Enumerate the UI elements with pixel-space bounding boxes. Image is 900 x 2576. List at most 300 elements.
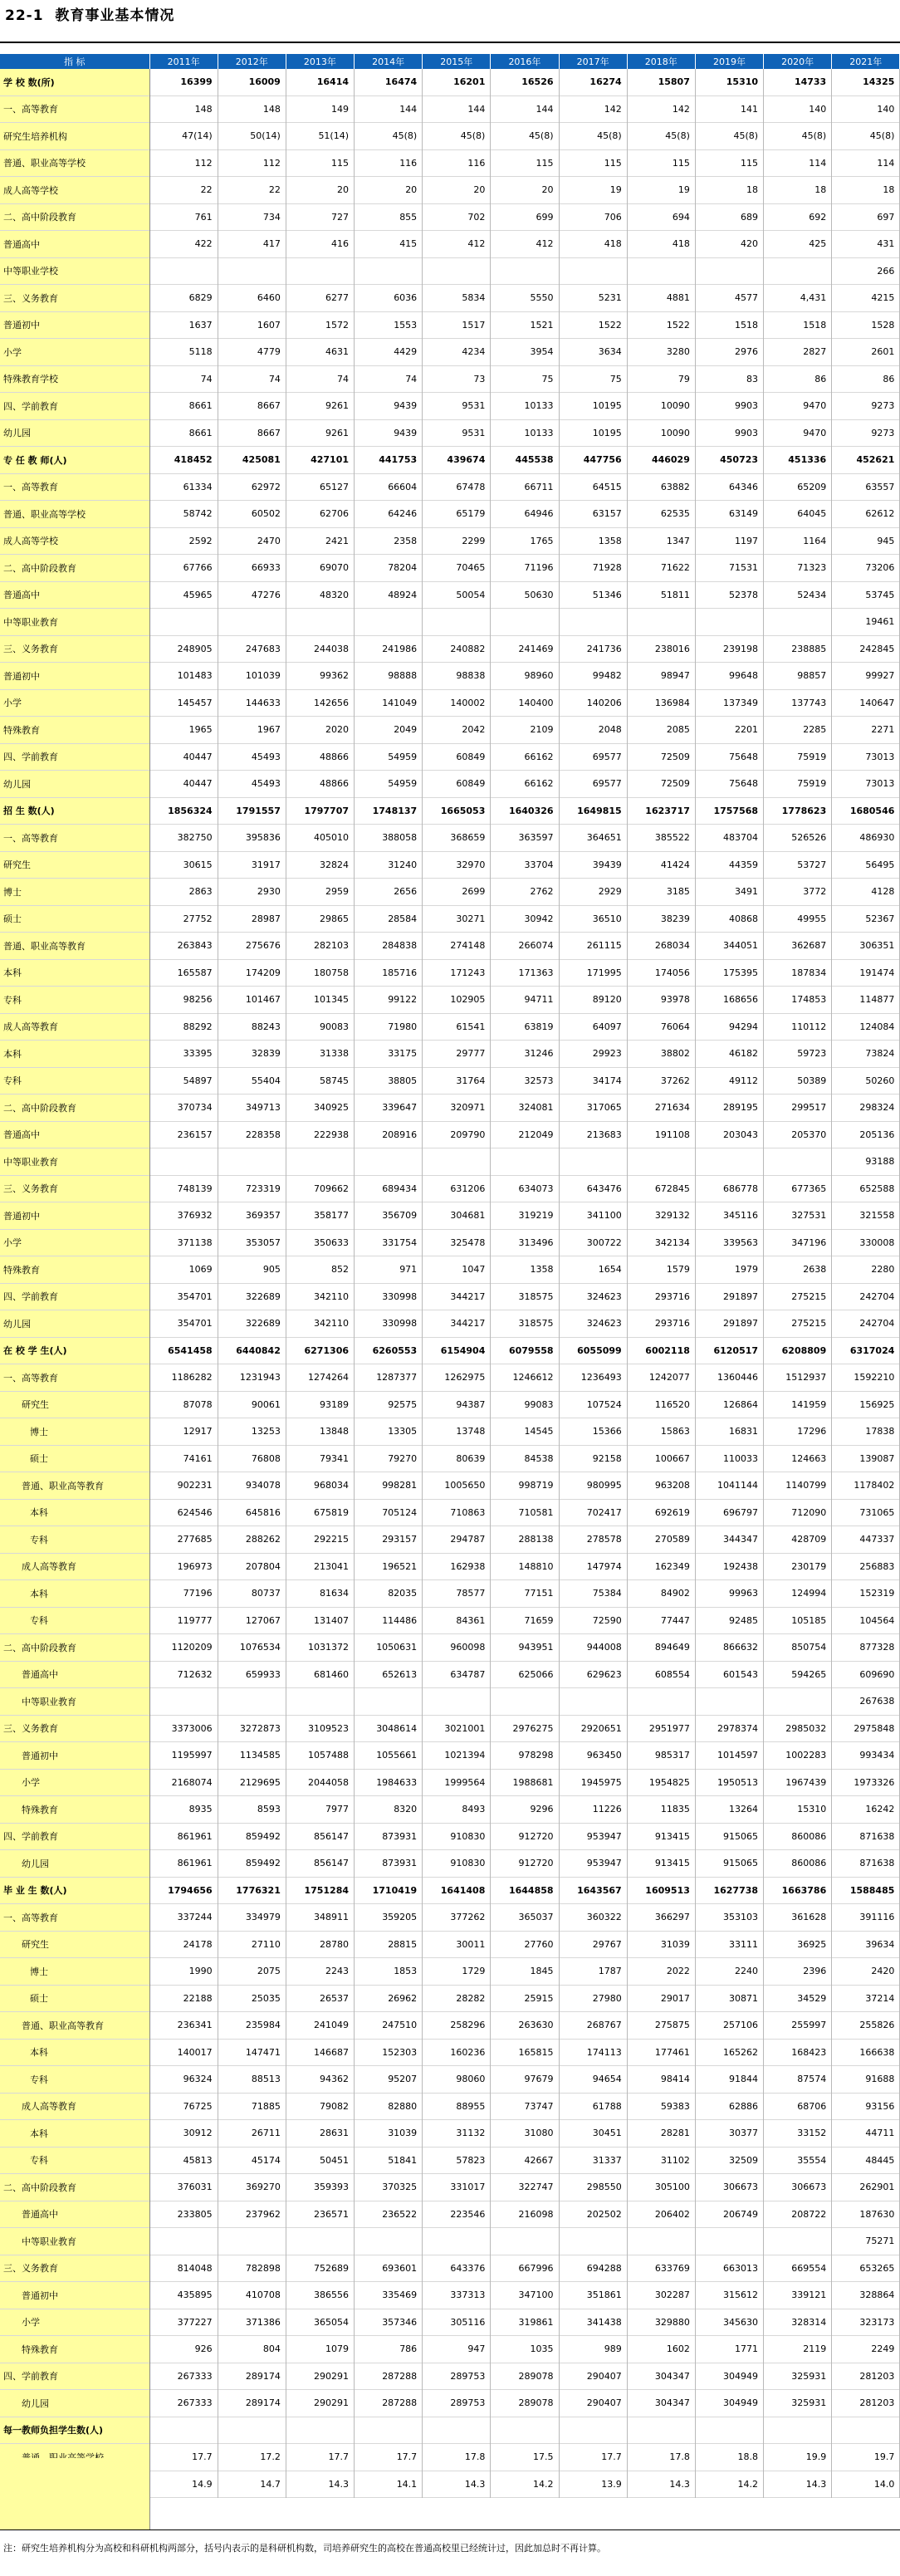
- table-row: [0, 905, 900, 933]
- table-cell: 1791557: [218, 797, 286, 825]
- table-cell: 856147: [286, 1823, 354, 1850]
- table-cell: 1050631: [355, 1634, 423, 1662]
- table-cell: 88513: [218, 2066, 286, 2094]
- table-cell: 6260553: [355, 1337, 423, 1364]
- table-cell: 58745: [286, 1067, 354, 1095]
- table-cell: 985317: [627, 1742, 695, 1770]
- table-cell: [764, 1148, 832, 1176]
- table-cell: 174113: [559, 2039, 627, 2066]
- table-cell: 601543: [695, 1661, 763, 1688]
- table-cell: 73747: [491, 2093, 559, 2120]
- table-cell: 223546: [423, 2201, 491, 2228]
- table-cell: 141049: [355, 689, 423, 717]
- table-row: [0, 365, 900, 393]
- table-cell: 439674: [423, 447, 491, 474]
- table-cell: 2420: [832, 1958, 900, 1986]
- table-cell: 105185: [764, 1607, 832, 1634]
- table-cell: 64097: [559, 1013, 627, 1041]
- table-cell: 1967439: [764, 1769, 832, 1796]
- table-cell: 345630: [695, 2309, 763, 2336]
- table-cell: 353057: [218, 1229, 286, 1256]
- table-cell: 306351: [832, 933, 900, 960]
- table-cell: 344217: [423, 1283, 491, 1310]
- table-cell: 148: [149, 95, 218, 123]
- table-row: [0, 1823, 900, 1850]
- table-cell: 877328: [832, 1634, 900, 1662]
- table-cell: 38239: [627, 905, 695, 933]
- table-cell: 441753: [355, 447, 423, 474]
- table-cell: 1627738: [695, 1877, 763, 1904]
- table-cell: [695, 257, 763, 285]
- table-cell: 10133: [491, 419, 559, 447]
- table-cell: 90083: [286, 1013, 354, 1041]
- table-cell: 1186282: [149, 1364, 218, 1392]
- table-cell: 45965: [149, 581, 218, 609]
- table-cell: 971: [355, 1256, 423, 1284]
- table-cell: 33175: [355, 1041, 423, 1068]
- row-label: 研究生培养机构: [0, 123, 149, 150]
- table-row: [0, 2120, 900, 2147]
- table-cell: 2656: [355, 879, 423, 906]
- table-cell: 238016: [627, 635, 695, 663]
- table-cell: 75919: [764, 771, 832, 798]
- table-cell: 748139: [149, 1175, 218, 1202]
- table-cell: 39439: [559, 851, 627, 879]
- table-cell: 1069: [149, 1256, 218, 1284]
- table-row: [0, 959, 900, 987]
- table-row: [0, 663, 900, 690]
- table-cell: 871638: [832, 1823, 900, 1850]
- table-row: [0, 1499, 900, 1526]
- table-cell: 48866: [286, 743, 354, 771]
- table-cell: 9273: [832, 419, 900, 447]
- table-cell: 71323: [764, 555, 832, 582]
- table-cell: 1287377: [355, 1364, 423, 1392]
- table-cell: [627, 2228, 695, 2255]
- table-cell: 305116: [423, 2309, 491, 2336]
- table-cell: 625066: [491, 1661, 559, 1688]
- table-cell: 14325: [832, 69, 900, 95]
- table-cell: 112: [218, 149, 286, 177]
- table-cell: 944008: [559, 1634, 627, 1662]
- table-cell: 185716: [355, 959, 423, 987]
- table-cell: 339121: [764, 2282, 832, 2309]
- table-cell: 298550: [559, 2174, 627, 2201]
- table-cell: 357346: [355, 2309, 423, 2336]
- table-cell: 348911: [286, 1904, 354, 1932]
- table-cell: 629623: [559, 1661, 627, 1688]
- table-cell: 705124: [355, 1499, 423, 1526]
- table-cell: 86: [832, 365, 900, 393]
- table-cell: 30942: [491, 905, 559, 933]
- table-cell: 344217: [423, 1310, 491, 1338]
- table-cell: 1236493: [559, 1364, 627, 1392]
- table-row: [0, 1337, 900, 1364]
- table-cell: 100667: [627, 1445, 695, 1472]
- table-cell: 289078: [491, 2390, 559, 2417]
- table-cell: 267333: [149, 2390, 218, 2417]
- row-label: 成人高等教育: [0, 1013, 149, 1041]
- table-cell: 734: [218, 203, 286, 231]
- table-cell: 5231: [559, 285, 627, 312]
- table-cell: [218, 257, 286, 285]
- table-cell: 727: [286, 203, 354, 231]
- row-label: 专科: [0, 1067, 149, 1095]
- table-cell: 633769: [627, 2255, 695, 2282]
- table-cell: 236522: [355, 2201, 423, 2228]
- table-cell: 57823: [423, 2147, 491, 2174]
- table-cell: 947: [423, 2336, 491, 2363]
- table-cell: 82880: [355, 2093, 423, 2120]
- table-cell: 30871: [695, 1985, 763, 2012]
- table-cell: 319219: [491, 1202, 559, 1230]
- table-cell: 45(8): [627, 123, 695, 150]
- table-cell: 302287: [627, 2282, 695, 2309]
- table-cell: 144: [423, 95, 491, 123]
- table-cell: 1528: [832, 311, 900, 339]
- table-cell: 275875: [627, 2012, 695, 2040]
- table-cell: [218, 1688, 286, 1716]
- table-cell: 1751284: [286, 1877, 354, 1904]
- table-cell: 659933: [218, 1661, 286, 1688]
- table-cell: 15807: [627, 69, 695, 95]
- table-cell: 275676: [218, 933, 286, 960]
- row-label: 本科: [0, 1499, 149, 1526]
- table-cell: 1572: [286, 311, 354, 339]
- table-cell: 116: [423, 149, 491, 177]
- table-cell: 318575: [491, 1310, 559, 1338]
- table-cell: 3109523: [286, 1715, 354, 1742]
- table-cell: 10090: [627, 393, 695, 420]
- row-label: 普通高中: [0, 2201, 149, 2228]
- table-cell: 1197: [695, 527, 763, 555]
- table-row: [0, 879, 900, 906]
- table-cell: 9439: [355, 393, 423, 420]
- table-cell: 337244: [149, 1904, 218, 1932]
- table-cell: 4,431: [764, 285, 832, 312]
- table-cell: 79: [627, 365, 695, 393]
- table-cell: 2470: [218, 527, 286, 555]
- table-cell: 10195: [559, 393, 627, 420]
- table-cell: 59723: [764, 1041, 832, 1068]
- table-cell: 2285: [764, 717, 832, 744]
- table-cell: 998281: [355, 1472, 423, 1500]
- table-cell: 116520: [627, 1391, 695, 1418]
- table-row: [0, 339, 900, 366]
- row-label: 成人高等教育: [0, 1553, 149, 1580]
- table-cell: 268767: [559, 2012, 627, 2040]
- table-cell: 84538: [491, 1445, 559, 1472]
- table-cell: 91688: [832, 2066, 900, 2094]
- table-cell: 137743: [764, 689, 832, 717]
- table-cell: 47(14): [149, 123, 218, 150]
- table-cell: 960098: [423, 1634, 491, 1662]
- table-cell: 4215: [832, 285, 900, 312]
- table-cell: 52378: [695, 581, 763, 609]
- table-cell: 2929: [559, 879, 627, 906]
- table-cell: 2168074: [149, 1769, 218, 1796]
- table-cell: 325931: [764, 2390, 832, 2417]
- table-cell: 6317024: [832, 1337, 900, 1364]
- table-cell: 329880: [627, 2309, 695, 2336]
- table-cell: 263843: [149, 933, 218, 960]
- table-cell: 93188: [832, 1148, 900, 1176]
- table-row: [0, 1607, 900, 1634]
- table-cell: 998719: [491, 1472, 559, 1500]
- row-label: 特殊教育: [0, 1796, 149, 1824]
- table-cell: 241986: [355, 635, 423, 663]
- table-cell: 52367: [832, 905, 900, 933]
- table-cell: 101467: [218, 987, 286, 1014]
- table-cell: 2930: [218, 879, 286, 906]
- table-cell: 1973326: [832, 1769, 900, 1796]
- table-cell: 483704: [695, 825, 763, 852]
- table-cell: 3772: [764, 879, 832, 906]
- table-cell: 64346: [695, 473, 763, 501]
- table-cell: 1853: [355, 1958, 423, 1986]
- table-cell: [423, 2417, 491, 2444]
- table-cell: 99122: [355, 987, 423, 1014]
- table-cell: 17296: [764, 1418, 832, 1446]
- row-label: 中等职业教育: [0, 2228, 149, 2255]
- table-cell: 62886: [695, 2093, 763, 2120]
- table-cell: 852: [286, 1256, 354, 1284]
- table-cell: 37214: [832, 1985, 900, 2012]
- table-cell: 1623717: [627, 797, 695, 825]
- table-cell: 19: [627, 177, 695, 204]
- table-cell: 1602: [627, 2336, 695, 2363]
- table-cell: 359205: [355, 1904, 423, 1932]
- table-row: [0, 933, 900, 960]
- table-cell: 1242077: [627, 1364, 695, 1392]
- table-cell: 1553: [355, 311, 423, 339]
- table-cell: 26962: [355, 1985, 423, 2012]
- table-cell: 88243: [218, 1013, 286, 1041]
- table-cell: 331754: [355, 1229, 423, 1256]
- table-row: [0, 1850, 900, 1878]
- table-cell: 697: [832, 203, 900, 231]
- table-cell: 2020: [286, 717, 354, 744]
- table-cell: 94362: [286, 2066, 354, 2094]
- table-cell: 242704: [832, 1283, 900, 1310]
- table-cell: 17.7: [355, 2444, 423, 2471]
- table-cell: 2978374: [695, 1715, 763, 1742]
- table-cell: [491, 257, 559, 285]
- table-cell: 17.8: [423, 2444, 491, 2471]
- table-cell: 313496: [491, 1229, 559, 1256]
- table-cell: 2048: [559, 717, 627, 744]
- table-cell: [627, 1148, 695, 1176]
- table-cell: 677365: [764, 1175, 832, 1202]
- table-cell: 859492: [218, 1850, 286, 1878]
- table-row: [0, 231, 900, 258]
- table-cell: 349713: [218, 1095, 286, 1122]
- table-cell: 873931: [355, 1850, 423, 1878]
- table-cell: [695, 1688, 763, 1716]
- table-cell: 913415: [627, 1850, 695, 1878]
- table-cell: 140647: [832, 689, 900, 717]
- table-cell: 686778: [695, 1175, 763, 1202]
- table-cell: 912720: [491, 1850, 559, 1878]
- table-cell: 241736: [559, 635, 627, 663]
- table-cell: 4631: [286, 339, 354, 366]
- table-cell: 699: [491, 203, 559, 231]
- table-cell: 1990: [149, 1958, 218, 1986]
- table-cell: 20: [355, 177, 423, 204]
- table-cell: 328864: [832, 2282, 900, 2309]
- table-cell: 26537: [286, 1985, 354, 2012]
- table-cell: 298324: [832, 1095, 900, 1122]
- table-cell: 320971: [423, 1095, 491, 1122]
- table-cell: 304949: [695, 2390, 763, 2417]
- table-cell: 50054: [423, 581, 491, 609]
- table-cell: 50260: [832, 1067, 900, 1095]
- table-cell: [627, 2417, 695, 2444]
- header-year: 2014年: [355, 54, 423, 69]
- row-label: 本科: [0, 959, 149, 987]
- table-cell: 147471: [218, 2039, 286, 2066]
- table-cell: 871638: [832, 1850, 900, 1878]
- table-cell: 1663786: [764, 1877, 832, 1904]
- table-cell: 241049: [286, 2012, 354, 2040]
- table-cell: 278578: [559, 1526, 627, 1554]
- table-cell: 6271306: [286, 1337, 354, 1364]
- table-cell: 14.3: [423, 2471, 491, 2498]
- row-label: 普通、职业高等学校: [0, 501, 149, 528]
- table-cell: 856147: [286, 1850, 354, 1878]
- row-label: 普通高中: [0, 581, 149, 609]
- table-cell: 2129695: [218, 1769, 286, 1796]
- table-cell: 861961: [149, 1850, 218, 1878]
- table-cell: 99083: [491, 1391, 559, 1418]
- table-cell: 140002: [423, 689, 491, 717]
- table-cell: [559, 1148, 627, 1176]
- table-cell: [695, 609, 763, 636]
- table-cell: 382750: [149, 825, 218, 852]
- table-cell: 13253: [218, 1418, 286, 1446]
- table-cell: 191108: [627, 1121, 695, 1148]
- table-cell: 2827: [764, 339, 832, 366]
- table-cell: 37262: [627, 1067, 695, 1095]
- table-cell: 104564: [832, 1607, 900, 1634]
- footnote: 注：研究生培养机构分为高校和科研机构两部分，括号内表示的是科研机构数，司培养研究生的高校在普通高校里已经统计过，因此加总时不再计算。: [3, 2543, 606, 2554]
- table-cell: 8593: [218, 1796, 286, 1824]
- table-cell: 290407: [559, 2363, 627, 2390]
- table-row: [0, 1661, 900, 1688]
- table-cell: 1965: [149, 717, 218, 744]
- table-cell: 325478: [423, 1229, 491, 1256]
- table-cell: 329132: [627, 1202, 695, 1230]
- table-cell: 2976: [695, 339, 763, 366]
- table-cell: 12917: [149, 1418, 218, 1446]
- table-cell: 191474: [832, 959, 900, 987]
- table-cell: 306673: [695, 2174, 763, 2201]
- table-cell: 174853: [764, 987, 832, 1014]
- table-cell: 52434: [764, 581, 832, 609]
- row-label: 一、高等教育: [0, 1904, 149, 1932]
- table-cell: 255826: [832, 2012, 900, 2040]
- table-cell: [355, 1148, 423, 1176]
- table-cell: 45813: [149, 2147, 218, 2174]
- table-cell: 239198: [695, 635, 763, 663]
- row-label: 中等职业教育: [0, 609, 149, 636]
- table-cell: 35554: [764, 2147, 832, 2174]
- table-cell: 1120209: [149, 1634, 218, 1662]
- table-cell: 1134585: [218, 1742, 286, 1770]
- table-cell: 77447: [627, 1607, 695, 1634]
- table-cell: 68706: [764, 2093, 832, 2120]
- table-cell: 18.8: [695, 2444, 763, 2471]
- table-cell: 119777: [149, 1607, 218, 1634]
- table-cell: 2638: [764, 1256, 832, 1284]
- table-cell: 71531: [695, 555, 763, 582]
- table-cell: 244038: [286, 635, 354, 663]
- table-cell: [764, 1688, 832, 1716]
- table-cell: 2762: [491, 879, 559, 906]
- table-cell: 2201: [695, 717, 763, 744]
- table-cell: 902231: [149, 1472, 218, 1500]
- table-row: [0, 311, 900, 339]
- table-cell: 142: [627, 95, 695, 123]
- table-row: [0, 1877, 900, 1904]
- table-cell: 98960: [491, 663, 559, 690]
- table-cell: 2985032: [764, 1715, 832, 1742]
- table-cell: 1360446: [695, 1364, 763, 1392]
- table-cell: 9531: [423, 419, 491, 447]
- table-cell: 431: [832, 231, 900, 258]
- table-cell: 723319: [218, 1175, 286, 1202]
- table-cell: 180758: [286, 959, 354, 987]
- table-cell: 447756: [559, 447, 627, 474]
- table-cell: 28631: [286, 2120, 354, 2147]
- table-cell: 8935: [149, 1796, 218, 1824]
- table-cell: 359393: [286, 2174, 354, 2201]
- table-cell: [355, 257, 423, 285]
- table-cell: 63157: [559, 501, 627, 528]
- table-cell: 27980: [559, 1985, 627, 2012]
- row-label: 成人高等教育: [0, 2093, 149, 2120]
- table-cell: 292215: [286, 1526, 354, 1554]
- table-cell: 1845: [491, 1958, 559, 1986]
- table-cell: 910830: [423, 1850, 491, 1878]
- table-cell: 79341: [286, 1445, 354, 1472]
- table-cell: 83: [695, 365, 763, 393]
- table-cell: 702: [423, 203, 491, 231]
- table-cell: 347196: [764, 1229, 832, 1256]
- table-cell: [695, 2417, 763, 2444]
- table-cell: 13848: [286, 1418, 354, 1446]
- table-cell: 804: [218, 2336, 286, 2363]
- table-cell: 1164: [764, 527, 832, 555]
- table-cell: 270589: [627, 1526, 695, 1554]
- table-cell: 228358: [218, 1121, 286, 1148]
- table-cell: 31039: [355, 2120, 423, 2147]
- table-cell: 91844: [695, 2066, 763, 2094]
- row-label: 博士: [0, 1958, 149, 1986]
- row-label: 毕 业 生 数(人): [0, 1877, 149, 1904]
- table-cell: 1274264: [286, 1364, 354, 1392]
- title-rule: [0, 42, 900, 43]
- table-cell: 2959: [286, 879, 354, 906]
- table-cell: [559, 1688, 627, 1716]
- row-label: 普通、职业高等教育: [0, 933, 149, 960]
- row-label: 本科: [0, 2039, 149, 2066]
- table-row: [0, 2147, 900, 2174]
- row-label: 特殊教育学校: [0, 365, 149, 393]
- table-cell: 369270: [218, 2174, 286, 2201]
- table-cell: 10090: [627, 419, 695, 447]
- table-cell: 435895: [149, 2282, 218, 2309]
